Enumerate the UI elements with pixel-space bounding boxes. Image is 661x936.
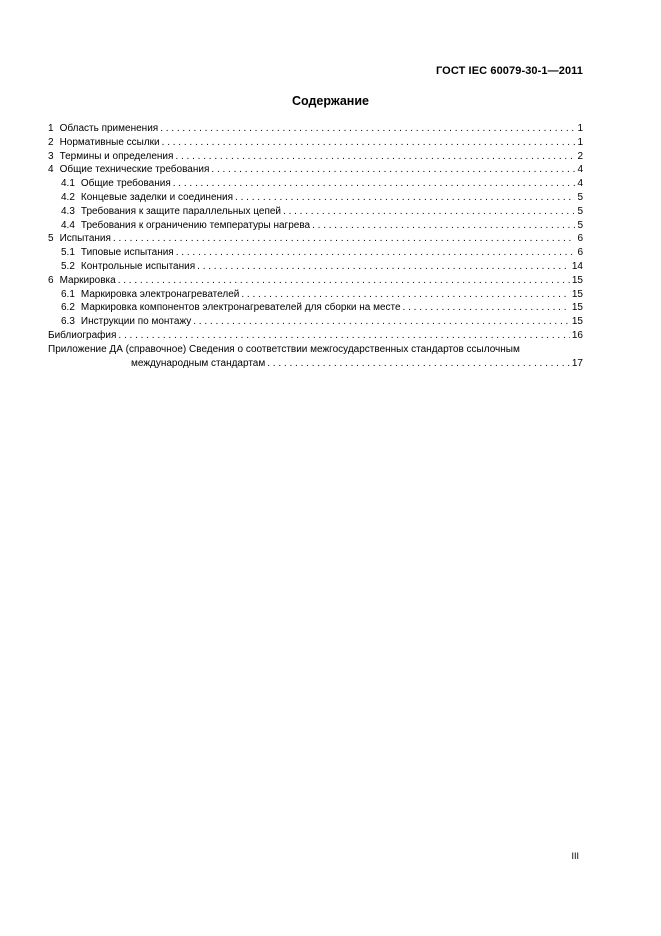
document-header: ГОСТ IEC 60079-30-1—2011 (435, 65, 583, 77)
toc-entry-page: 16 (571, 329, 583, 341)
leader-dots (113, 232, 576, 246)
leader-dots (235, 191, 575, 205)
leader-dots (173, 177, 576, 191)
toc-entry-label: Инструкции по монтажу (80, 316, 192, 328)
toc-entry[interactable] (48, 205, 583, 219)
leader-dots (175, 150, 575, 164)
toc-entry-page: 4 (577, 178, 583, 190)
toc-entry-number: 2 (48, 136, 54, 148)
toc-entry-page: 17 (571, 357, 583, 369)
toc-entry-number: 6.3 (61, 316, 75, 328)
toc-entry[interactable] (48, 301, 583, 315)
toc-entry-page: 1 (577, 136, 583, 148)
toc-entry[interactable] (48, 136, 583, 150)
toc-entry-page: 6 (577, 233, 583, 245)
toc-entry-number: 4 (48, 164, 54, 176)
toc-entry-label: Типовые испытания (80, 247, 174, 259)
toc-entry-number: 6.1 (61, 288, 75, 300)
toc-entry-label: Маркировка компонентов электронагревателей для сборки на месте (80, 302, 401, 314)
toc-entry-page: 6 (577, 247, 583, 259)
toc-entry-label: Концевые заделки и соединения (80, 191, 234, 203)
toc-entry-label: Маркировка электронагревателей (80, 288, 240, 300)
appendix-title-line: международным стандартам (131, 357, 266, 369)
table-of-contents (48, 122, 583, 370)
toc-entry[interactable] (48, 150, 583, 164)
leader-dots (312, 219, 575, 233)
toc-entry-label: Испытания (59, 233, 111, 245)
toc-entry-page: 15 (571, 274, 583, 286)
toc-entry-label: Область применения (59, 123, 159, 134)
leader-dots (197, 260, 570, 274)
toc-entry-number: 6.2 (61, 302, 75, 314)
toc-entry-page: 4 (577, 164, 583, 176)
leader-dots (160, 122, 575, 136)
toc-entry[interactable] (48, 191, 583, 205)
toc-entry-page: 5 (577, 191, 583, 203)
toc-entry[interactable] (48, 232, 583, 246)
toc-entry-label: Нормативные ссылки (59, 136, 160, 148)
toc-entry-page: 15 (571, 302, 583, 314)
toc-entry-page: 14 (571, 260, 583, 272)
leader-dots (267, 357, 570, 371)
toc-entry-number: 5.2 (61, 260, 75, 272)
toc-entry-number: 4.2 (61, 191, 75, 203)
toc-entry-number: 1 (48, 123, 54, 134)
toc-entry[interactable] (48, 288, 583, 302)
leader-dots (241, 288, 570, 302)
toc-entry[interactable] (48, 163, 583, 177)
toc-entry[interactable] (48, 246, 583, 260)
toc-entry-number: 5.1 (61, 247, 75, 259)
toc-entry-label: Маркировка (59, 274, 116, 286)
toc-entry[interactable] (48, 274, 583, 288)
toc-entry-appendix[interactable] (48, 343, 583, 371)
toc-entry-page: 5 (577, 219, 583, 231)
toc-entry-label: Требования к защите параллельных цепей (80, 205, 282, 217)
toc-entry-page: 15 (571, 288, 583, 300)
leader-dots (176, 246, 576, 260)
toc-entry[interactable] (48, 219, 583, 233)
leader-dots (118, 329, 569, 343)
toc-entry-page: 15 (571, 316, 583, 328)
appendix-continuation (48, 357, 583, 371)
toc-entry-label: Общие технические требования (59, 164, 210, 176)
page-title: Содержание (291, 94, 369, 108)
toc-entry-label: Общие требования (80, 178, 171, 190)
page-number: III (571, 851, 579, 861)
toc-entry-number: 4.1 (61, 178, 75, 190)
leader-dots (193, 315, 570, 329)
toc-entry-page: 2 (577, 150, 583, 162)
toc-entry-number: 3 (48, 150, 54, 162)
toc-entry-bibliography[interactable] (48, 329, 583, 343)
toc-entry-number: 4.4 (61, 219, 75, 231)
toc-entry[interactable] (48, 260, 583, 274)
toc-entry-number: 6 (48, 274, 54, 286)
toc-entry-label: Требования к ограничению температуры нагрева (80, 219, 311, 231)
toc-entry-number: 4.3 (61, 205, 75, 217)
toc-entry-page: 5 (577, 205, 583, 217)
appendix-title-line: Приложение ДА (справочное) Сведения о соответствии межгосударственных стандартов ссылочным (48, 343, 520, 355)
leader-dots (283, 205, 575, 219)
leader-dots (403, 301, 570, 315)
toc-entry-label: Контрольные испытания (80, 260, 196, 272)
toc-entry[interactable] (48, 315, 583, 329)
leader-dots (118, 274, 570, 288)
leader-dots (162, 136, 576, 150)
toc-entry-number: 5 (48, 233, 54, 245)
leader-dots (211, 163, 575, 177)
toc-entry-label: Библиография (48, 329, 117, 341)
toc-entry-label: Термины и определения (59, 150, 174, 162)
toc-entry[interactable] (48, 177, 583, 191)
toc-entry-page: 1 (577, 123, 583, 134)
toc-entry[interactable] (48, 122, 583, 136)
